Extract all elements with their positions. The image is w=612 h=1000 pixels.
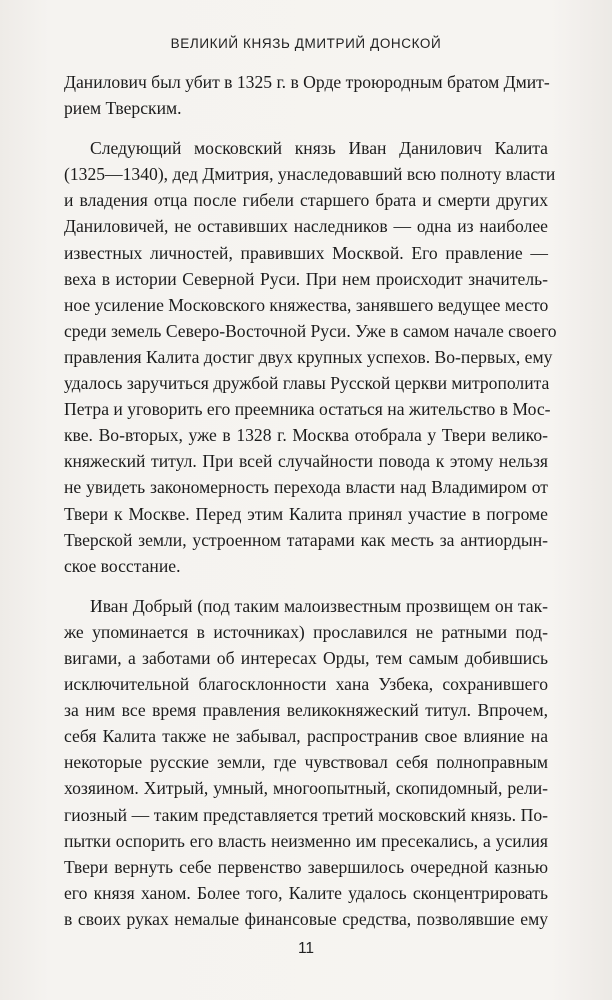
text-line: удалось заручиться дружбой главы Русской церкви митрополита bbox=[64, 373, 550, 394]
text-line: ное усиление Московского княжества, занявшего ведущее место bbox=[64, 294, 549, 315]
text-line: Следующий московский князь Иван Данилович Калита bbox=[90, 138, 548, 159]
text-line: его князя ханом. Более того, Калите удалось сконцентрировать bbox=[64, 882, 548, 903]
text-line: и владения отца после гибели старшего брата и смерти других bbox=[64, 190, 548, 211]
text-line: гиозный — таким представляется третий московский князь. По- bbox=[64, 804, 548, 825]
text-line: вигами, а заботами об интересах Орды, тем самым добившись bbox=[64, 647, 548, 668]
text-line: Тверской земли, устроенном татарами как месть за антиордын- bbox=[64, 529, 548, 550]
text-line: Иван Добрый (под таким малоизвестным прозвищем он так- bbox=[90, 595, 548, 616]
text-line: не увидеть закономерность перехода власти над Владимиром от bbox=[64, 477, 548, 498]
text-line: кве. Во-вторых, уже в 1328 г. Москва отобрала у Твери велико- bbox=[64, 425, 548, 446]
text-line: же упоминается в источниках) прославился не ратными под- bbox=[64, 621, 548, 642]
text-line: Петра и уговорить его преемника остаться на жительство в Мос- bbox=[64, 399, 551, 420]
text-line: Даниловичей, не оставивших наследников — одна из наиболее bbox=[64, 216, 548, 237]
text-line: княжеский титул. При всей случайности повода к этому нельзя bbox=[64, 451, 548, 472]
text-line: в своих руках немалые финансовые средства, позволявшие ему bbox=[64, 908, 548, 929]
running-head: ВЕЛИКИЙ КНЯЗЬ ДМИТРИЙ ДОНСКОЙ bbox=[170, 36, 442, 51]
paragraph-gap bbox=[64, 579, 548, 593]
text-line: хозяином. Хитрый, умный, многоопытный, скопидомный, рели- bbox=[64, 778, 548, 799]
text-line: Твери к Москве. Перед этим Калита принял участие в погроме bbox=[64, 503, 548, 524]
body-text bbox=[64, 69, 557, 932]
page-number: 11 bbox=[297, 940, 315, 957]
text-line: (1325—1340), дед Дмитрия, унаследовавший всю полноту власти bbox=[64, 164, 556, 185]
text-line: правления Калита достиг двух крупных успехов. Во-первых, ему bbox=[64, 346, 553, 367]
paragraph bbox=[64, 69, 548, 121]
text-line: Данилович был убит в 1325 г. в Орде троюродным братом Дмит- bbox=[64, 72, 550, 92]
text-line: пытки оспорить его власть неизменно им пресекались, а усилия bbox=[64, 830, 548, 851]
text-line: исключительной благосклонности хана Узбека, сохранившего bbox=[64, 674, 548, 695]
paragraph-gap bbox=[64, 121, 548, 135]
text-line: Твери вернуть себе первенство завершилось очередной казнью bbox=[64, 856, 548, 877]
paragraph bbox=[64, 135, 557, 579]
text-line: себя Калита также не забывал, распространив свое влияние на bbox=[64, 726, 548, 747]
text-line: веха в истории Северной Руси. При нем происходит значитель- bbox=[64, 268, 548, 289]
paragraph bbox=[64, 593, 548, 932]
text-line: за ним все время правления великокняжеский титул. Впрочем, bbox=[64, 700, 548, 721]
text-line: среди земель Северо-Восточной Руси. Уже в самом начале своего bbox=[64, 320, 557, 341]
text-line: известных личностей, правивших Москвой. Его правление — bbox=[64, 242, 548, 263]
text-line: ское восстание. bbox=[64, 555, 181, 576]
text-line: рием Тверским. bbox=[64, 98, 182, 119]
text-line: некоторые русские земли, где чувствовал себя полноправным bbox=[64, 752, 548, 773]
